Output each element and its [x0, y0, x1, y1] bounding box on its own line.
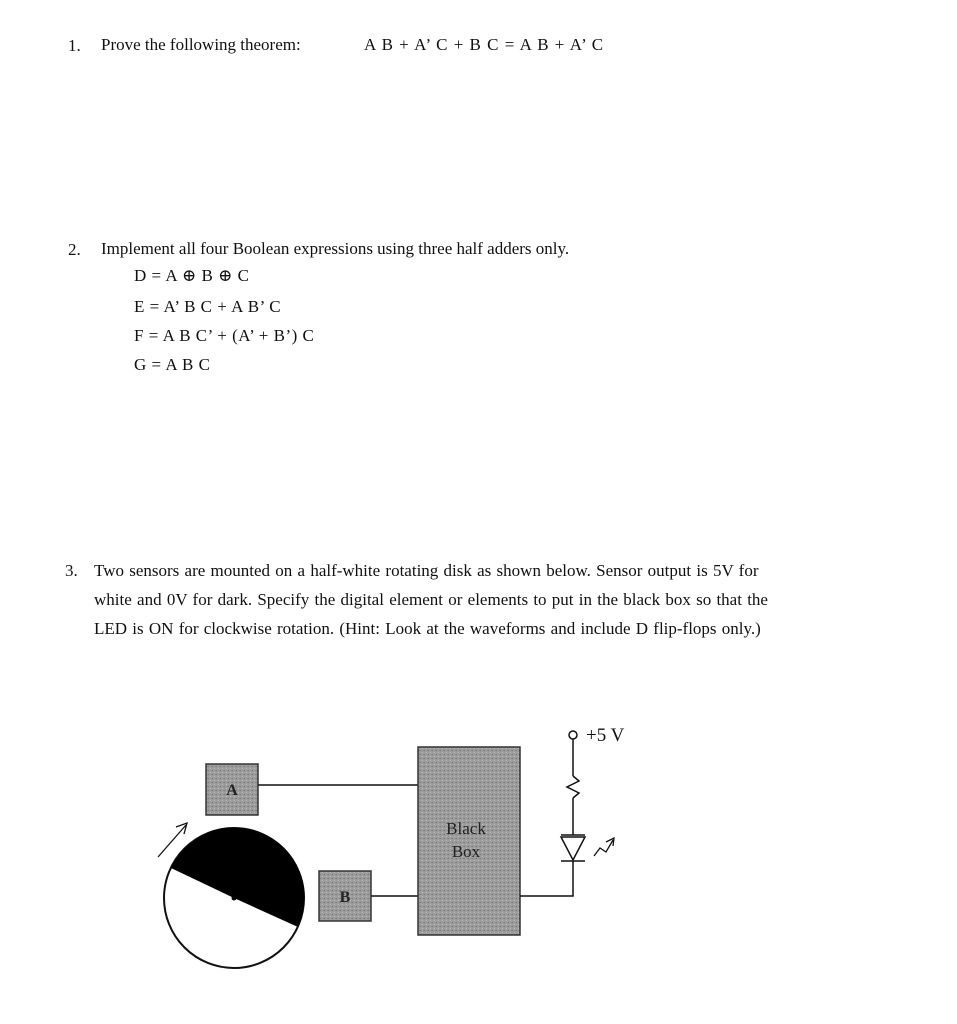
question-3-line-3: LED is ON for clockwise rotation. (Hint: Look at the waveforms and include D flip-flops only.)	[94, 619, 761, 638]
sensor-a-label: A	[226, 782, 238, 799]
black-box-label-line-2: Box	[451, 842, 481, 861]
black-box-label-line-1: Black	[446, 819, 486, 838]
black-box	[418, 747, 520, 935]
led-icon	[561, 835, 614, 861]
wire-led-output	[520, 861, 573, 896]
supply-voltage-label: +5 V	[586, 725, 625, 746]
question-3-line-2: white and 0V for dark. Specify the digital element or elements to put in the black box so that the	[94, 590, 768, 609]
question-2-text: Implement all four Boolean expressions using three half adders only.	[101, 239, 570, 258]
supply-terminal-icon	[569, 731, 577, 739]
sensor-b-label: B	[339, 889, 351, 906]
expression-g: G = A B C	[134, 355, 211, 374]
question-2-number: 2.	[68, 240, 81, 259]
circuit-figure	[0, 690, 957, 1010]
expression-d: D = A ⊕ B ⊕ C	[134, 266, 250, 285]
question-1-equation: A B + A’ C + B C = A B + A’ C	[364, 35, 605, 54]
resistor-icon	[567, 776, 579, 798]
sensor-a	[206, 764, 258, 815]
sensor-b	[319, 871, 371, 921]
question-3-number: 3.	[65, 561, 78, 580]
rotating-disk	[164, 828, 305, 968]
question-1-number: 1.	[68, 36, 81, 55]
expression-e: E = A’ B C + A B’ C	[134, 297, 282, 316]
expression-f: F = A B C’ + (A’ + B’) C	[134, 326, 315, 345]
question-1-text: Prove the following theorem:	[101, 35, 301, 54]
question-3-line-1: Two sensors are mounted on a half-white rotating disk as shown below. Sensor output is 5V for	[94, 561, 759, 580]
